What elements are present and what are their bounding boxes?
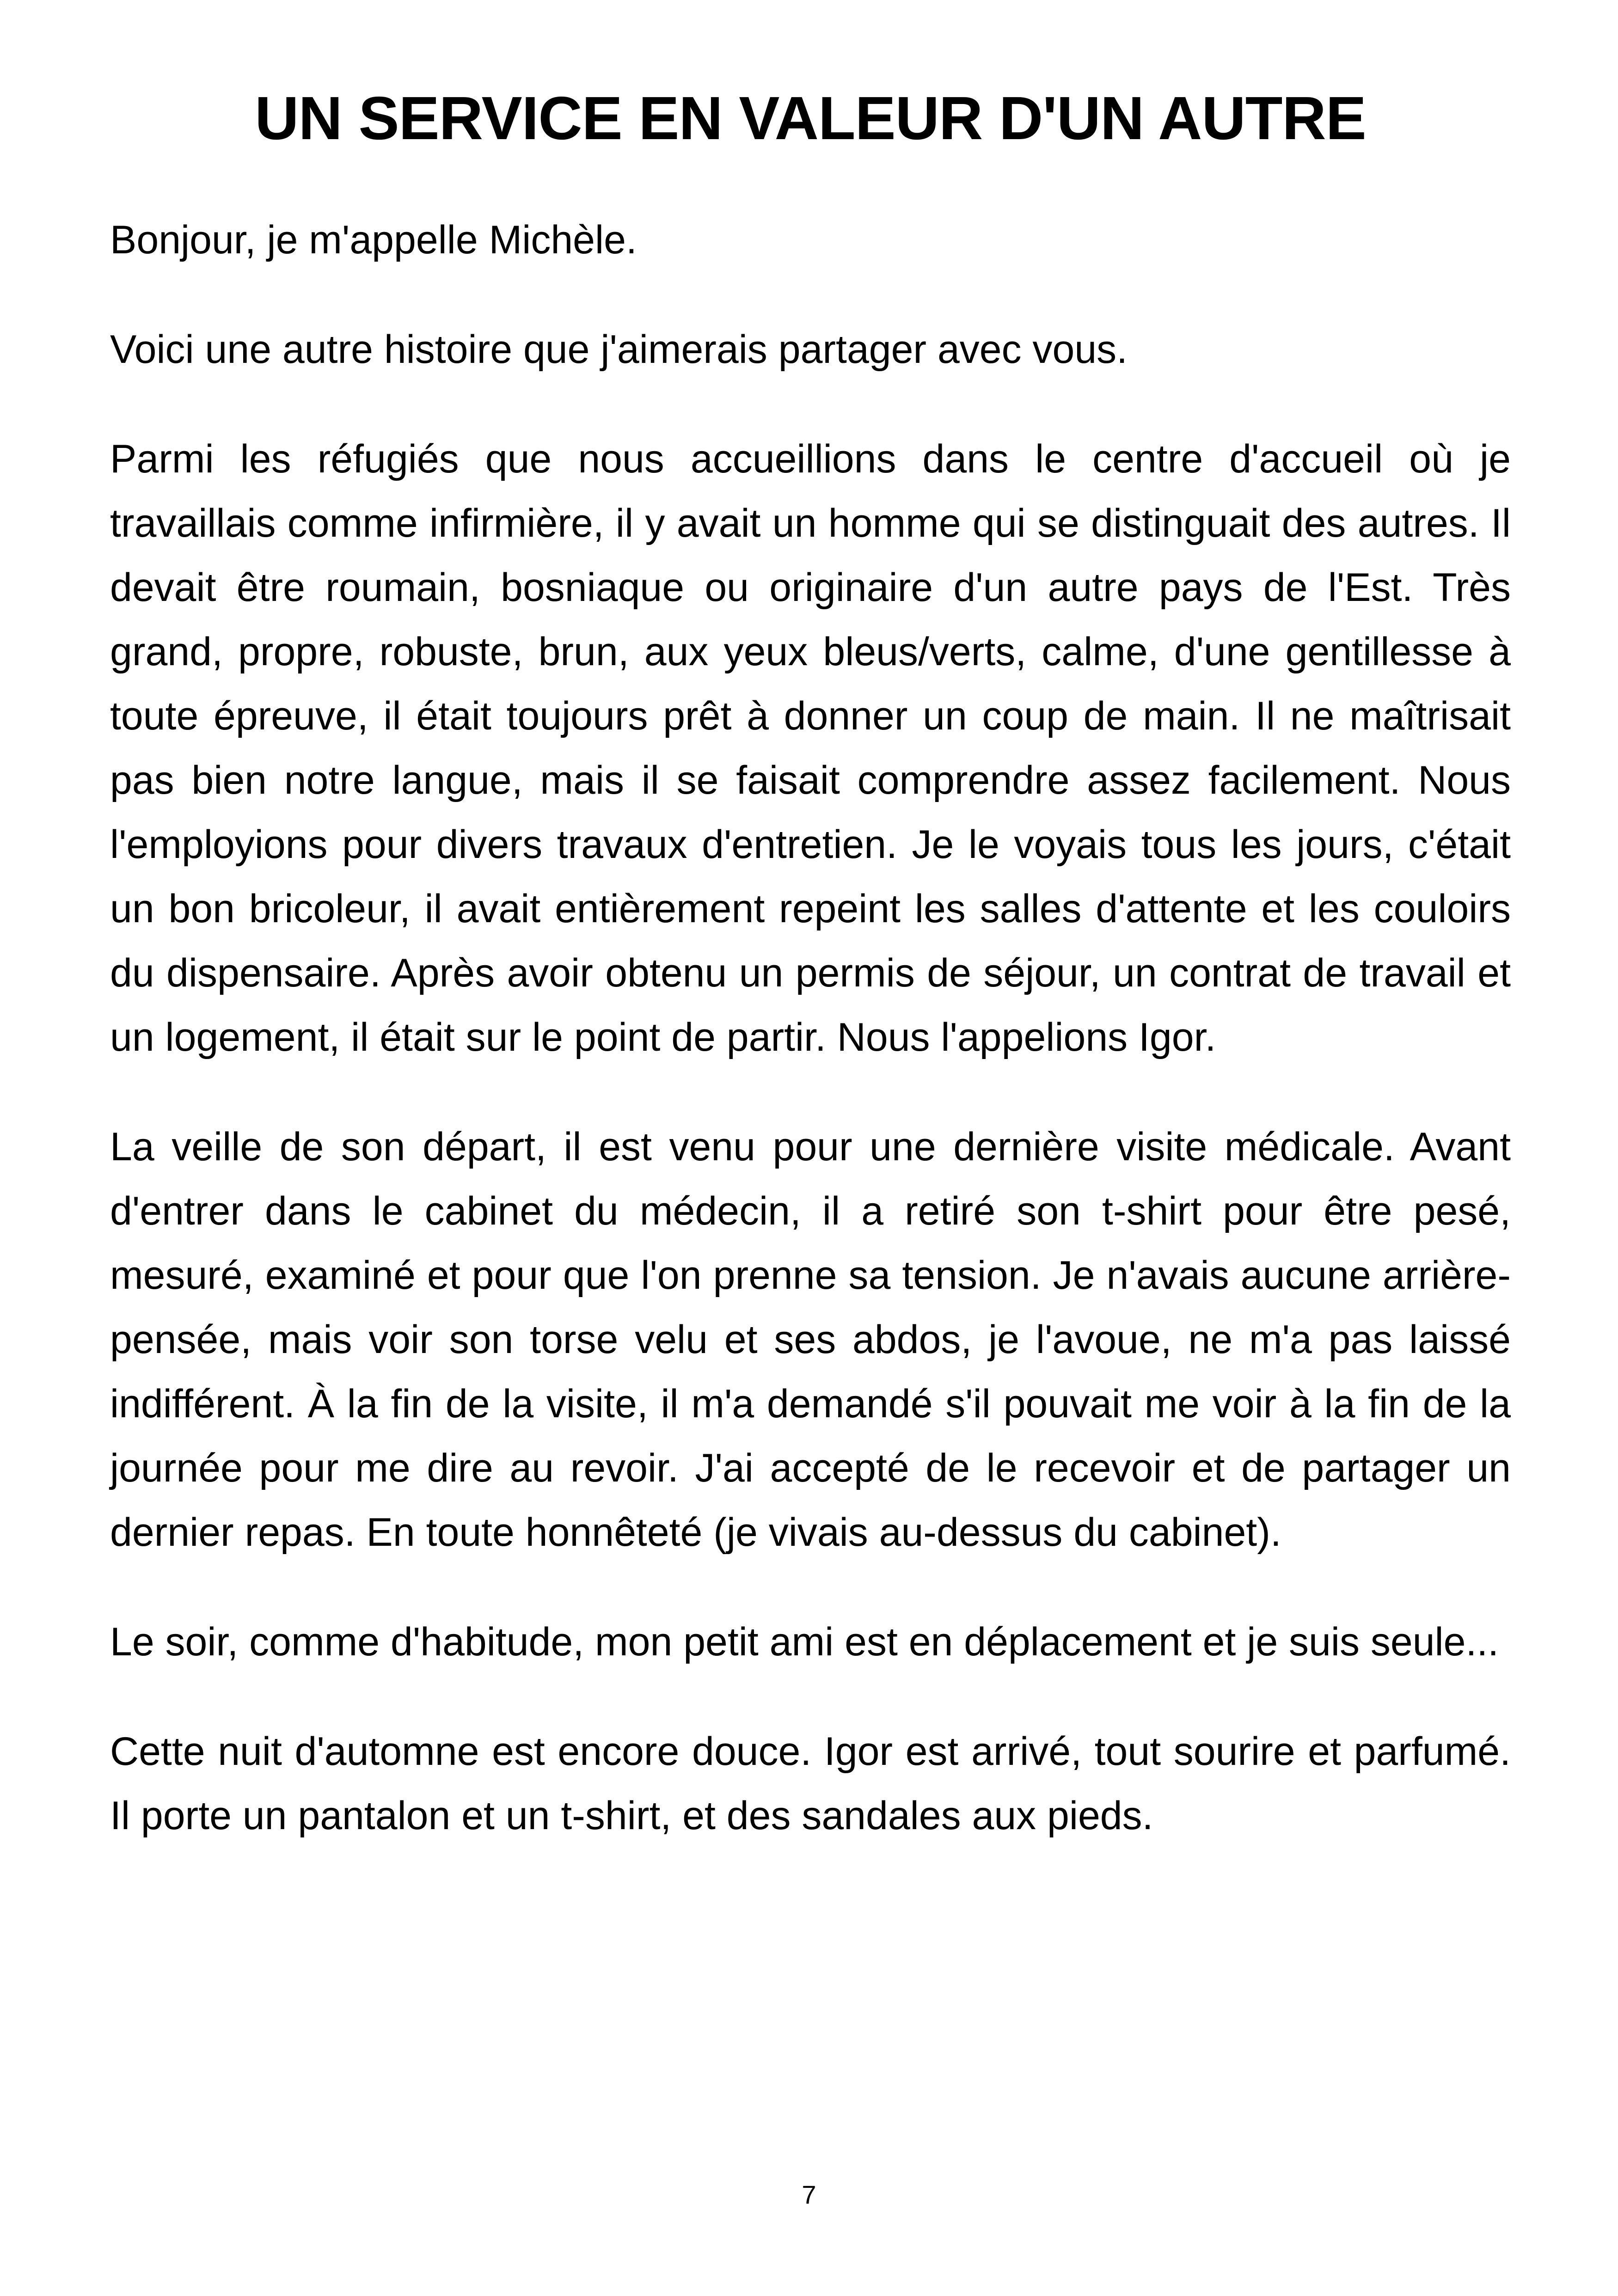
- page-number: 7: [802, 2180, 816, 2209]
- paragraph-medical-visit: La veille de son départ, il est venu pour une dernière visite médicale. Avant d'entrer dans le cabinet du médecin, il a retiré son t-shirt pour être pesé, mesuré, examiné et pour que l'on prenne sa tension. Je n'avais aucune arrière-pensée, mais voir son torse velu et ses abdos, je l'avoue, ne m'a pas laissé indifférent. À la fin de la visite, il m'a demandé s'il pouvait me voir à la fin de la journée pour me dire au revoir. J'ai accepté de le recevoir et de partager un dernier repas. En toute honnêteté (je vivais au-dessus du cabinet).: [110, 1124, 1511, 1555]
- paragraph-greeting: Bonjour, je m'appelle Michèle.: [110, 217, 637, 262]
- paragraph-evening: Le soir, comme d'habitude, mon petit ami est en déplacement et je suis seule...: [110, 1619, 1499, 1664]
- paragraph-autumn-night: Cette nuit d'automne est encore douce. Igor est arrivé, tout sourire et parfumé. Il porte un pantalon et un t-shirt, et des sandales aux pieds.: [110, 1729, 1511, 1838]
- page-title: UN SERVICE EN VALEUR D'UN AUTRE: [255, 84, 1366, 152]
- paragraph-igor-description: Parmi les réfugiés que nous accueillions dans le centre d'accueil où je travaillais comme infirmière, il y avait un homme qui se distinguait des autres. Il devait être roumain, bosniaque ou originaire d'un autre pays de l'Est. Très grand, propre, robuste, brun, aux yeux bleus/verts, calme, d'une gentillesse à toute épreuve, il était toujours prêt à donner un coup de main. Il ne maîtrisait pas bien notre langue, mais il se faisait comprendre assez facilement. Nous l'employions pour divers travaux d'entretien. Je le voyais tous les jours, c'était un bon bricoleur, il avait entièrement repeint les salles d'attente et les couloirs du dispensaire. Après avoir obtenu un permis de séjour, un contrat de travail et un logement, il était sur le point de partir. Nous l'appelions Igor.: [110, 436, 1511, 1059]
- paragraph-intro: Voici une autre histoire que j'aimerais partager avec vous.: [110, 327, 1128, 372]
